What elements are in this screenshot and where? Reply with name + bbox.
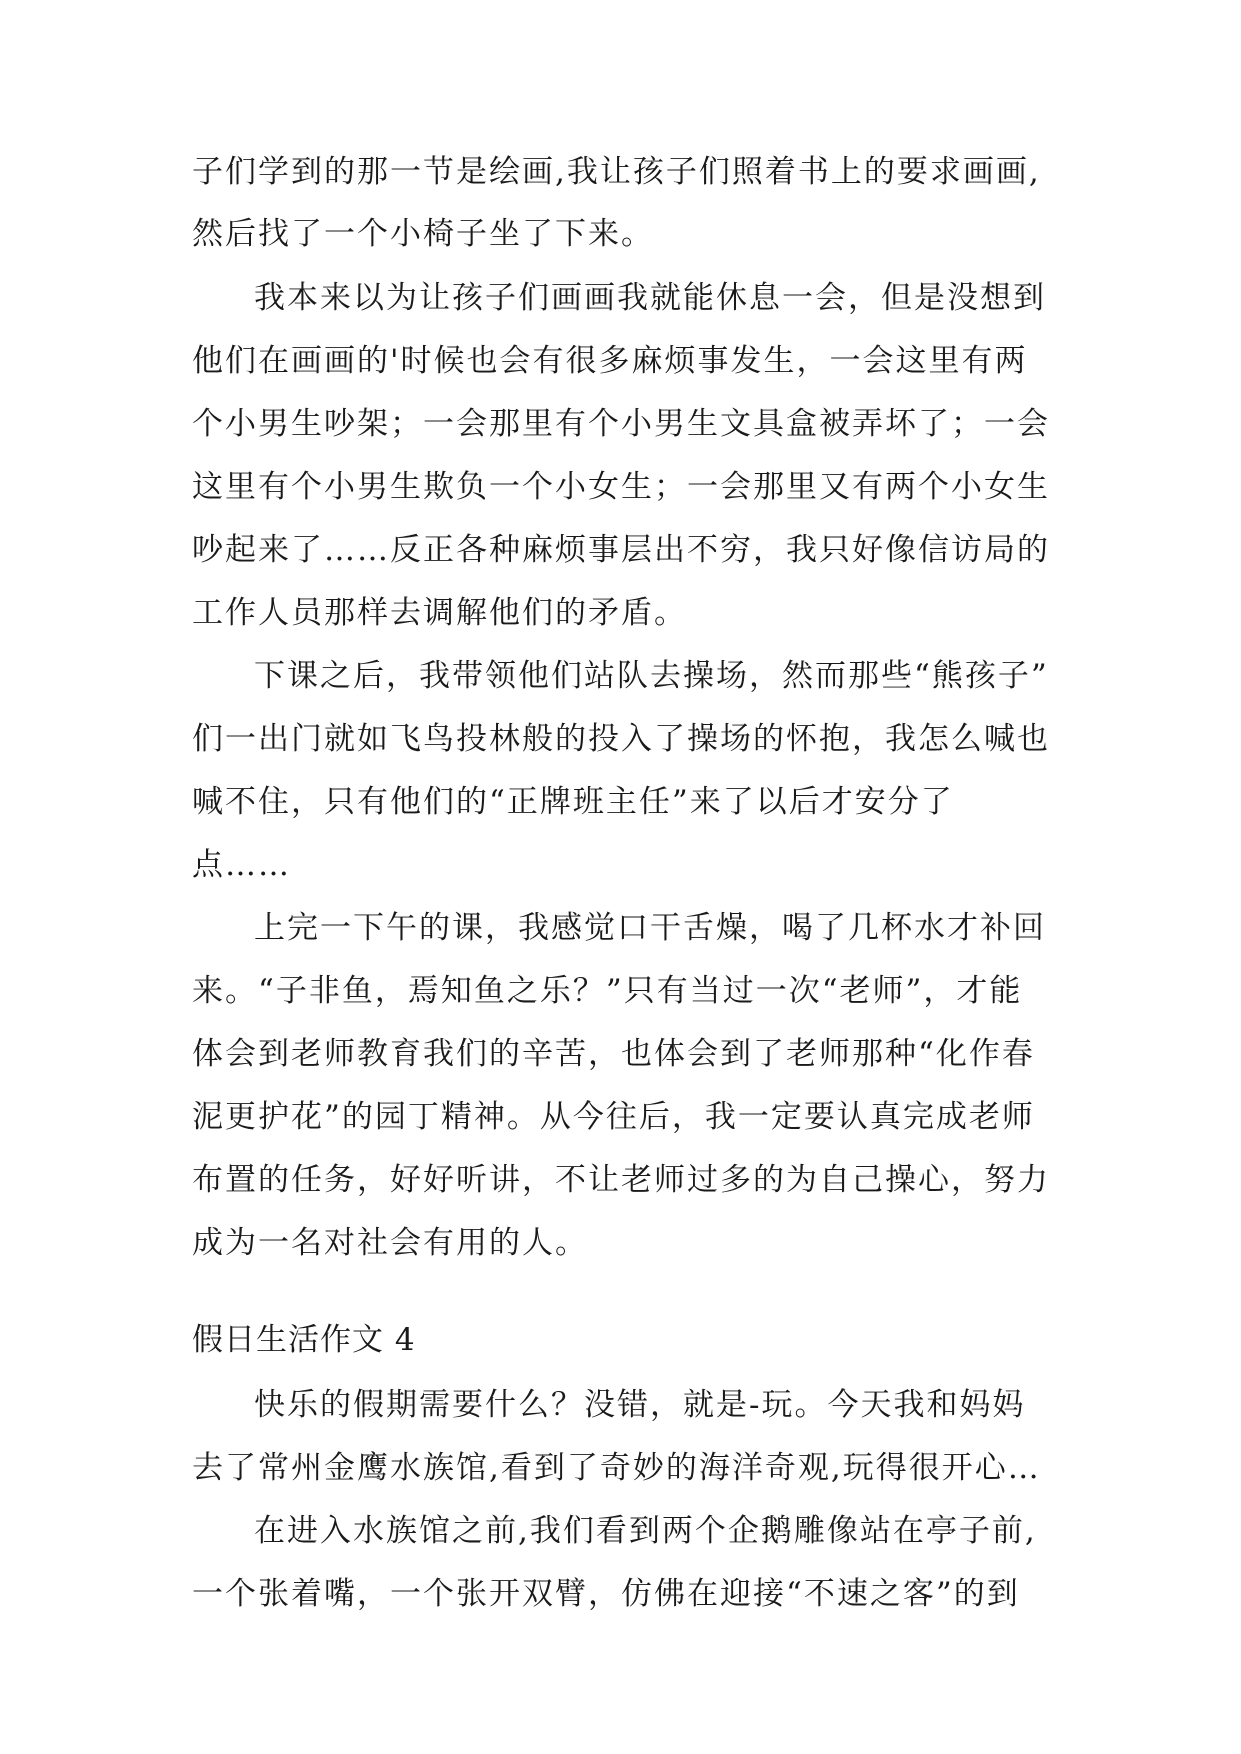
paragraph-line: 工作人员那样去调解他们的矛盾。 xyxy=(192,595,687,631)
section-heading: 假日生活作文 4 xyxy=(192,1322,416,1358)
paragraph-line: 泥更护花”的园丁精神。从今往后，我一定要认真完成老师 xyxy=(192,1099,1035,1135)
paragraph-line: 们一出门就如飞鸟投林般的投入了操场的怀抱，我怎么喊也 xyxy=(192,721,1050,757)
paragraph-line: 体会到老师教育我们的辛苦，也体会到了老师那种“化作春 xyxy=(192,1036,1035,1072)
paragraph-line: 我本来以为让孩子们画画我就能休息一会，但是没想到 xyxy=(254,280,1046,316)
paragraph-line: 在进入水族馆之前,我们看到两个企鹅雕像站在亭子前, xyxy=(254,1513,1037,1549)
paragraph-line: 一个张着嘴，一个张开双臂，仿佛在迎接“不速之客”的到 xyxy=(192,1576,1020,1612)
paragraph-line: 去了常州金鹰水族馆,看到了奇妙的海洋奇观,玩得很开心… xyxy=(192,1450,1041,1486)
paragraph-line: 布置的任务，好好听讲，不让老师过多的为自己操心，努力 xyxy=(192,1162,1050,1198)
paragraph-line: 点…… xyxy=(192,847,291,883)
paragraph-line: 快乐的假期需要什么？没错，就是-玩。今天我和妈妈 xyxy=(254,1387,1026,1423)
paragraph-line: 下课之后，我带领他们站队去操场，然而那些“熊孩子” xyxy=(254,658,1049,694)
paragraph-line: 吵起来了……反正各种麻烦事层出不穷，我只好像信访局的 xyxy=(192,532,1050,568)
paragraph-line: 上完一下午的课，我感觉口干舌燥，喝了几杯水才补回 xyxy=(254,910,1046,946)
paragraph-line: 然后找了一个小椅子坐了下来。 xyxy=(192,216,654,252)
paragraph-line: 他们在画画的'时候也会有很多麻烦事发生，一会这里有两 xyxy=(192,343,1028,379)
paragraph-line: 喊不住，只有他们的“正牌班主任”来了以后才安分了 xyxy=(192,784,954,820)
paragraph-line: 这里有个小男生欺负一个小女生；一会那里又有两个小女生 xyxy=(192,469,1050,505)
paragraph-line: 个小男生吵架；一会那里有个小男生文具盒被弄坏了；一会 xyxy=(192,406,1050,442)
paragraph-line: 子们学到的那一节是绘画,我让孩子们照着书上的要求画画, xyxy=(192,154,1041,190)
paragraph-line: 来。“子非鱼，焉知鱼之乐？”只有当过一次“老师”，才能 xyxy=(192,973,1023,1009)
paragraph-line: 成为一名对社会有用的人。 xyxy=(192,1225,588,1261)
